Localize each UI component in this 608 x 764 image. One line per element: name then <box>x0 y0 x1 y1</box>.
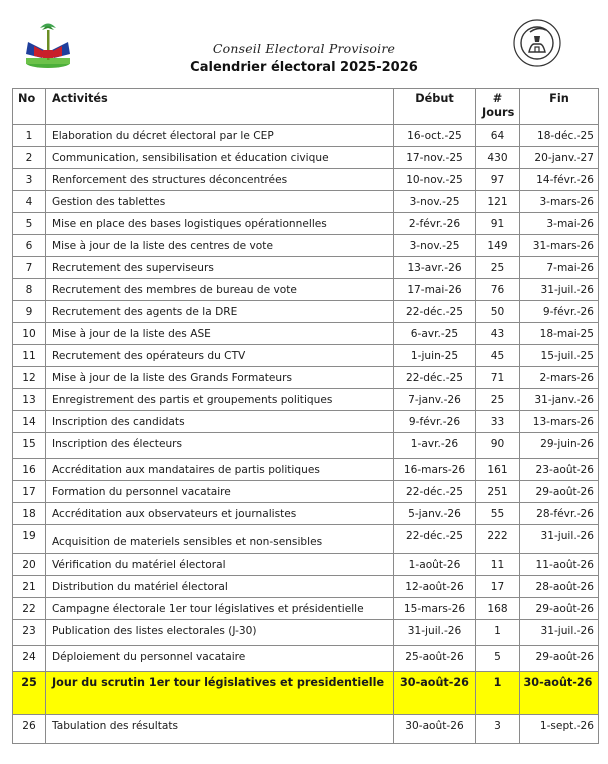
column-header-end: Fin <box>520 89 599 125</box>
row-activity: Enregistrement des partis et groupements politiques <box>46 389 394 411</box>
table-row <box>13 235 599 257</box>
row-start-date: 6-avr.-25 <box>394 323 476 345</box>
electoral-calendar-table <box>12 88 599 744</box>
column-header-days-label: Jours <box>482 106 515 119</box>
row-start-date: 22-déc.-25 <box>394 367 476 389</box>
row-end-date: 31-janv.-26 <box>520 389 599 411</box>
row-end-date: 31-juil.-26 <box>520 525 599 554</box>
row-end-date: 7-mai-26 <box>520 257 599 279</box>
table-row <box>13 345 599 367</box>
row-number: 10 <box>13 323 46 345</box>
row-end-date: 29-juin-26 <box>520 433 599 459</box>
row-days: 168 <box>476 598 520 620</box>
row-start-date: 22-déc.-25 <box>394 301 476 323</box>
row-start-date: 2-févr.-26 <box>394 213 476 235</box>
row-days: 25 <box>476 257 520 279</box>
table-row <box>13 367 599 389</box>
row-start-date: 10-nov.-25 <box>394 169 476 191</box>
row-end-date: 31-juil.-26 <box>520 620 599 646</box>
row-start-date: 1-août-26 <box>394 554 476 576</box>
row-number: 22 <box>13 598 46 620</box>
column-header-days-symbol: # <box>492 92 503 105</box>
row-activity: Inscription des candidats <box>46 411 394 433</box>
row-end-date: 31-mars-26 <box>520 235 599 257</box>
table-row-highlighted <box>13 672 599 715</box>
table-row <box>13 279 599 301</box>
row-days: 55 <box>476 503 520 525</box>
column-header-activity: Activités <box>46 89 394 125</box>
row-activity: Formation du personnel vacataire <box>46 481 394 503</box>
table-row <box>13 525 599 554</box>
row-number: 24 <box>13 646 46 672</box>
organization-name: Conseil Electoral Provisoire <box>212 41 396 56</box>
row-activity: Gestion des tablettes <box>46 191 394 213</box>
row-activity: Campagne électorale 1er tour législatives et présidentielle <box>46 598 394 620</box>
row-number: 23 <box>13 620 46 646</box>
row-end-date: 30-août-26 <box>520 672 599 715</box>
table-header-row <box>13 89 599 125</box>
row-number: 3 <box>13 169 46 191</box>
table-row <box>13 301 599 323</box>
row-activity: Renforcement des structures déconcentrées <box>46 169 394 191</box>
row-activity: Tabulation des résultats <box>46 715 394 744</box>
row-activity: Inscription des électeurs <box>46 433 394 459</box>
row-end-date: 15-juil.-25 <box>520 345 599 367</box>
row-number: 15 <box>13 433 46 459</box>
row-days: 91 <box>476 213 520 235</box>
table-row <box>13 323 599 345</box>
row-start-date: 30-août-26 <box>394 672 476 715</box>
table-row <box>13 125 599 147</box>
row-days: 90 <box>476 433 520 459</box>
row-number: 8 <box>13 279 46 301</box>
row-activity: Mise à jour de la liste des Grands Formateurs <box>46 367 394 389</box>
table-row <box>13 481 599 503</box>
table-row <box>13 620 599 646</box>
row-activity: Recrutement des opérateurs du CTV <box>46 345 394 367</box>
row-start-date: 25-août-26 <box>394 646 476 672</box>
table-row <box>13 576 599 598</box>
row-end-date: 2-mars-26 <box>520 367 599 389</box>
row-number: 19 <box>13 525 46 554</box>
table-row <box>13 554 599 576</box>
row-days: 76 <box>476 279 520 301</box>
row-days: 11 <box>476 554 520 576</box>
table-row <box>13 411 599 433</box>
row-days: 149 <box>476 235 520 257</box>
document-title: Calendrier électoral 2025-2026 <box>190 60 418 75</box>
row-activity: Mise en place des bases logistiques opérationnelles <box>46 213 394 235</box>
row-days: 64 <box>476 125 520 147</box>
row-number: 17 <box>13 481 46 503</box>
row-days: 3 <box>476 715 520 744</box>
row-end-date: 20-janv.-27 <box>520 147 599 169</box>
row-activity: Mise à jour de la liste des centres de vote <box>46 235 394 257</box>
row-activity: Accréditation aux observateurs et journalistes <box>46 503 394 525</box>
row-number: 11 <box>13 345 46 367</box>
row-end-date: 9-févr.-26 <box>520 301 599 323</box>
row-start-date: 9-févr.-26 <box>394 411 476 433</box>
row-days: 17 <box>476 576 520 598</box>
row-number: 5 <box>13 213 46 235</box>
row-number: 6 <box>13 235 46 257</box>
row-activity: Jour du scrutin 1er tour législatives et presidentielle <box>46 672 394 715</box>
table-row <box>13 598 599 620</box>
row-start-date: 7-janv.-26 <box>394 389 476 411</box>
row-days: 71 <box>476 367 520 389</box>
row-number: 14 <box>13 411 46 433</box>
table-row <box>13 257 599 279</box>
row-days: 251 <box>476 481 520 503</box>
row-start-date: 16-oct.-25 <box>394 125 476 147</box>
row-start-date: 3-nov.-25 <box>394 235 476 257</box>
row-number: 26 <box>13 715 46 744</box>
column-header-days <box>476 89 520 125</box>
row-activity: Recrutement des membres de bureau de vote <box>46 279 394 301</box>
row-activity: Recrutement des superviseurs <box>46 257 394 279</box>
column-header-start: Début <box>394 89 476 125</box>
row-activity: Mise à jour de la liste des ASE <box>46 323 394 345</box>
row-start-date: 17-mai-26 <box>394 279 476 301</box>
row-end-date: 3-mars-26 <box>520 191 599 213</box>
table-row <box>13 191 599 213</box>
row-start-date: 16-mars-26 <box>394 459 476 481</box>
row-activity: Communication, sensibilisation et éducation civique <box>46 147 394 169</box>
row-activity: Accréditation aux mandataires de partis politiques <box>46 459 394 481</box>
table-row <box>13 169 599 191</box>
column-header-no: No <box>13 89 46 125</box>
row-start-date: 30-août-26 <box>394 715 476 744</box>
row-end-date: 29-août-26 <box>520 598 599 620</box>
row-start-date: 12-août-26 <box>394 576 476 598</box>
row-activity: Recrutement des agents de la DRE <box>46 301 394 323</box>
row-number: 1 <box>13 125 46 147</box>
row-days: 121 <box>476 191 520 213</box>
row-start-date: 1-avr.-26 <box>394 433 476 459</box>
row-end-date: 18-déc.-25 <box>520 125 599 147</box>
table-row <box>13 433 599 459</box>
row-number: 16 <box>13 459 46 481</box>
row-number: 7 <box>13 257 46 279</box>
row-days: 5 <box>476 646 520 672</box>
row-number: 25 <box>13 672 46 715</box>
table-row <box>13 147 599 169</box>
table-row <box>13 503 599 525</box>
row-end-date: 29-août-26 <box>520 481 599 503</box>
row-number: 2 <box>13 147 46 169</box>
table-row <box>13 389 599 411</box>
row-end-date: 11-août-26 <box>520 554 599 576</box>
row-start-date: 3-nov.-25 <box>394 191 476 213</box>
row-number: 12 <box>13 367 46 389</box>
row-start-date: 22-déc.-25 <box>394 481 476 503</box>
row-activity: Vérification du matériel électoral <box>46 554 394 576</box>
row-days: 1 <box>476 620 520 646</box>
row-start-date: 1-juin-25 <box>394 345 476 367</box>
row-number: 4 <box>13 191 46 213</box>
row-number: 18 <box>13 503 46 525</box>
row-days: 25 <box>476 389 520 411</box>
row-days: 97 <box>476 169 520 191</box>
row-days: 43 <box>476 323 520 345</box>
row-activity: Elaboration du décret électoral par le CEP <box>46 125 394 147</box>
row-end-date: 28-août-26 <box>520 576 599 598</box>
row-days: 430 <box>476 147 520 169</box>
table-row <box>13 459 599 481</box>
row-end-date: 28-févr.-26 <box>520 503 599 525</box>
row-end-date: 18-mai-25 <box>520 323 599 345</box>
row-days: 45 <box>476 345 520 367</box>
table-row <box>13 646 599 672</box>
row-start-date: 5-janv.-26 <box>394 503 476 525</box>
row-activity: Publication des listes electorales (J-30) <box>46 620 394 646</box>
row-end-date: 1-sept.-26 <box>520 715 599 744</box>
row-start-date: 13-avr.-26 <box>394 257 476 279</box>
row-number: 20 <box>13 554 46 576</box>
row-end-date: 31-juil.-26 <box>520 279 599 301</box>
row-end-date: 13-mars-26 <box>520 411 599 433</box>
row-activity: Acquisition de materiels sensibles et non-sensibles <box>46 525 394 554</box>
row-number: 21 <box>13 576 46 598</box>
table-row <box>13 715 599 744</box>
row-activity: Déploiement du personnel vacataire <box>46 646 394 672</box>
row-end-date: 3-mai-26 <box>520 213 599 235</box>
row-number: 9 <box>13 301 46 323</box>
row-start-date: 15-mars-26 <box>394 598 476 620</box>
row-start-date: 31-juil.-26 <box>394 620 476 646</box>
row-days: 161 <box>476 459 520 481</box>
row-start-date: 22-déc.-25 <box>394 525 476 554</box>
row-days: 1 <box>476 672 520 715</box>
row-end-date: 29-août-26 <box>520 646 599 672</box>
row-start-date: 17-nov.-25 <box>394 147 476 169</box>
row-days: 33 <box>476 411 520 433</box>
row-days: 50 <box>476 301 520 323</box>
table-row <box>13 213 599 235</box>
row-days: 222 <box>476 525 520 554</box>
row-end-date: 14-févr.-26 <box>520 169 599 191</box>
row-end-date: 23-août-26 <box>520 459 599 481</box>
row-number: 13 <box>13 389 46 411</box>
row-activity: Distribution du matériel électoral <box>46 576 394 598</box>
